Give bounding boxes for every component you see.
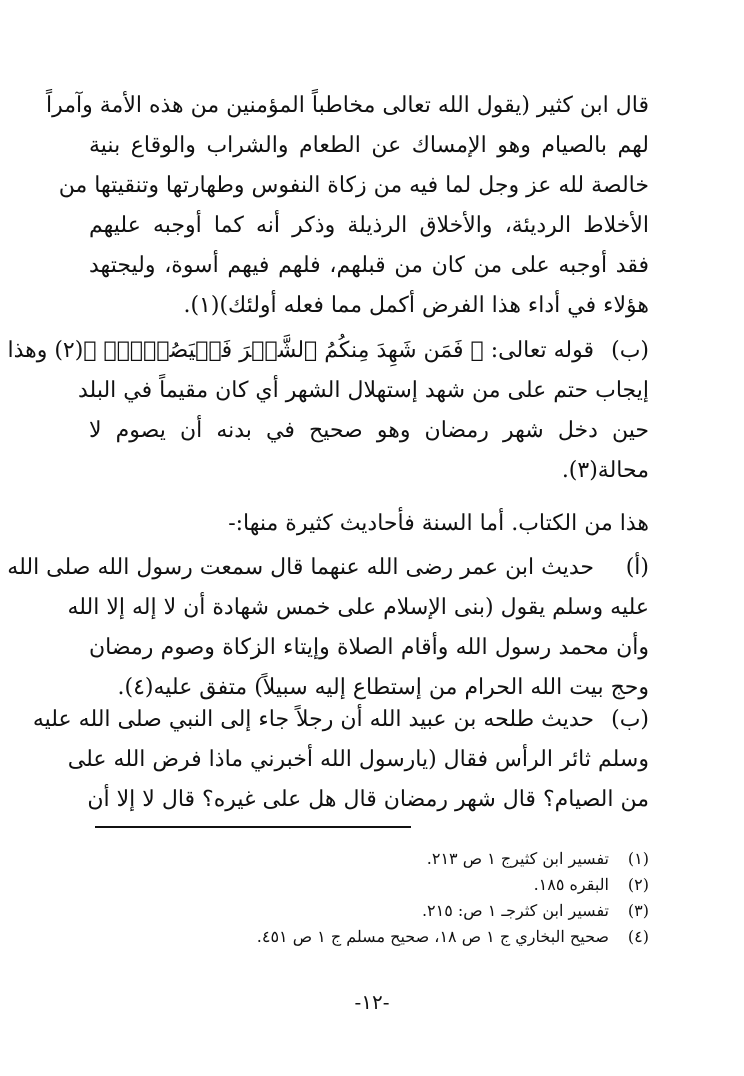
text-line: قوله تعالى: ﴿ فَمَن شَهِدَ مِنكُمُ ٱلشَّهۡرَ فَلۡيَصُمۡهُۖ ﴾(٢) وهذا	[7, 338, 594, 363]
text-line: وأن محمد رسول الله وأقام الصلاة وإيتاء الزكاة وصوم رمضان	[89, 635, 649, 660]
text-line: هؤلاء في أداء هذا الفرض أكمل مما فعله أولئك)(١).	[183, 293, 649, 318]
footnote-text: تفسير ابن كثيرج ١ ص ٢١٣.	[426, 849, 609, 868]
quran-item-continued	[78, 371, 649, 491]
hadith-item	[32, 700, 594, 740]
footnote-number: (١)	[627, 849, 649, 868]
text-line: حديث ابن عمر رضى الله عنهما قال سمعت رسول الله صلى الله	[7, 555, 594, 580]
hadith-item-continued	[67, 740, 649, 820]
text-line: وحج بيت الله الحرام من إستطاع إليه سبيلاً) متفق عليه(٤).	[117, 675, 649, 700]
footnote-text: البقره ١٨٥.	[533, 875, 609, 894]
text-line: حين دخل شهر رمضان وهو صحيح في بدنه أن يصوم لا	[89, 418, 649, 443]
hadith-item	[7, 548, 594, 588]
text-line: حديث طلحه بن عبيد الله أن رجلاً جاء إلى النبي صلى الله عليه	[32, 707, 594, 732]
hadith-item-continued	[67, 588, 649, 708]
text-line: من الصيام؟ قال شهر رمضان قال هل على غيره؟ قال لا إلا أن	[87, 787, 649, 812]
text-line: فقد أوجبه على من كان من قبلهم، فلهم فيهم أسوة، وليجتهد	[89, 253, 649, 278]
text-line: وسلم ثائر الرأس فقال (يارسول الله أخبرني ماذا فرض الله على	[67, 747, 649, 772]
footnote-number: (٤)	[627, 927, 649, 946]
item-marker: (ب)	[611, 338, 649, 363]
footnote-divider	[95, 826, 411, 828]
text-line: الأخلاط الرديئة، والأخلاق الرذيلة وذكر أنه كما أوجبه عليهم	[89, 213, 649, 238]
text-line: لهم بالصيام وهو الإمساك عن الطعام والشراب والوقاع بنية	[89, 133, 649, 158]
text-line: محالة(٣).	[561, 458, 649, 483]
footnote	[89, 898, 649, 924]
intro-paragraph	[45, 86, 649, 326]
item-marker: (ب)	[611, 707, 649, 732]
footnote	[89, 872, 649, 898]
text-line: خالصة لله عز وجل لما فيه من زكاة النفوس وطهارتها وتنقيتها من	[58, 173, 649, 198]
item-marker: (أ)	[625, 555, 649, 580]
footnote-number: (٣)	[627, 901, 649, 920]
page-number: -١٢-	[354, 990, 390, 1014]
section-transition	[89, 504, 649, 544]
text-line: قال ابن كثير (يقول الله تعالى مخاطباً المؤمنين من هذه الأمة وآمراً	[45, 93, 649, 118]
footnote	[89, 924, 649, 950]
footnote-text: تفسير ابن كثرجـ ١ ص: ٢١٥.	[421, 901, 609, 920]
text-line: إيجاب حتم على من شهد إستهلال الشهر أي كان مقيماً في البلد	[78, 378, 649, 403]
footnote-number: (٢)	[627, 875, 649, 894]
text-line: عليه وسلم يقول (بنى الإسلام على خمس شهادة أن لا إله إلا الله	[67, 595, 649, 620]
footnote-text: صحيح البخاري ج ١ ص ١٨، صحيح مسلم ج ١ ص ٤٥١.	[256, 927, 609, 946]
text-line: هذا من الكتاب. أما السنة فأحاديث كثيرة منها:-	[228, 511, 649, 536]
quran-item	[7, 331, 594, 371]
footnote	[89, 846, 649, 872]
